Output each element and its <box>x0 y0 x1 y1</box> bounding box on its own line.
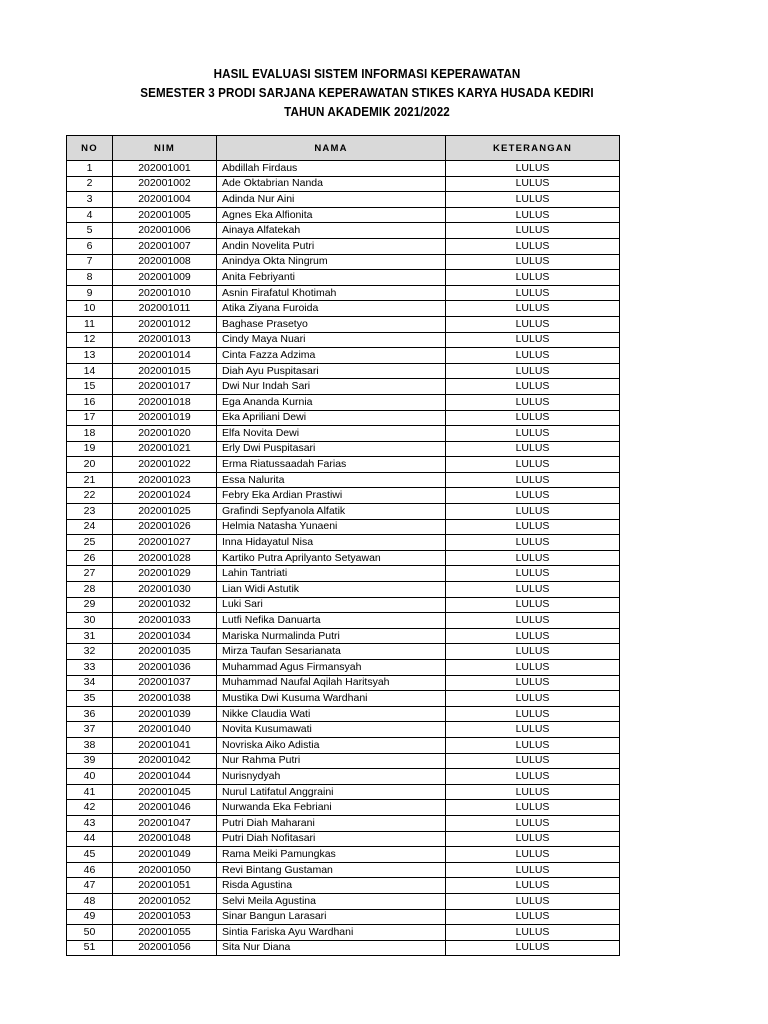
row-keterangan: LULUS <box>446 675 620 691</box>
row-nama: Cindy Maya Nuari <box>217 332 446 348</box>
row-nama: Febry Eka Ardian Prastiwi <box>217 488 446 504</box>
row-number: 11 <box>67 316 113 332</box>
row-number: 24 <box>67 519 113 535</box>
row-keterangan: LULUS <box>446 613 620 629</box>
row-nama: Essa Nalurita <box>217 472 446 488</box>
row-nama: Muhammad Naufal Aqilah Haritsyah <box>217 675 446 691</box>
row-keterangan: LULUS <box>446 660 620 676</box>
row-nim: 202001049 <box>113 847 217 863</box>
row-nim: 202001012 <box>113 316 217 332</box>
row-keterangan: LULUS <box>446 909 620 925</box>
table-row <box>67 504 620 520</box>
row-nama: Sinar Bangun Larasari <box>217 909 446 925</box>
row-nim: 202001006 <box>113 223 217 239</box>
row-nim: 202001030 <box>113 582 217 598</box>
row-number: 21 <box>67 472 113 488</box>
row-nama: Lian Widi Astutik <box>217 582 446 598</box>
row-number: 6 <box>67 238 113 254</box>
table-row <box>67 691 620 707</box>
table-row <box>67 878 620 894</box>
row-nama: Atika Ziyana Furoida <box>217 301 446 317</box>
table-row <box>67 192 620 208</box>
row-number: 27 <box>67 566 113 582</box>
row-nama: Rama Meiki Pamungkas <box>217 847 446 863</box>
table-row <box>67 254 620 270</box>
row-nama: Cinta Fazza Adzima <box>217 348 446 364</box>
row-nim: 202001039 <box>113 706 217 722</box>
row-number: 9 <box>67 285 113 301</box>
row-keterangan: LULUS <box>446 316 620 332</box>
row-nim: 202001048 <box>113 831 217 847</box>
row-keterangan: LULUS <box>446 394 620 410</box>
table-row <box>67 238 620 254</box>
table-row <box>67 753 620 769</box>
row-number: 36 <box>67 706 113 722</box>
row-nim: 202001032 <box>113 597 217 613</box>
row-nim: 202001018 <box>113 394 217 410</box>
table-row <box>67 394 620 410</box>
row-number: 44 <box>67 831 113 847</box>
table-row <box>67 550 620 566</box>
row-nim: 202001056 <box>113 940 217 956</box>
row-number: 10 <box>67 301 113 317</box>
table-row <box>67 566 620 582</box>
table-row <box>67 457 620 473</box>
row-nim: 202001001 <box>113 161 217 177</box>
row-nama: Novita Kusumawati <box>217 722 446 738</box>
row-nama: Anindya Okta Ningrum <box>217 254 446 270</box>
row-nim: 202001036 <box>113 660 217 676</box>
row-nim: 202001026 <box>113 519 217 535</box>
table-row <box>67 940 620 956</box>
row-number: 8 <box>67 270 113 286</box>
row-nama: Nurisnydyah <box>217 769 446 785</box>
row-number: 35 <box>67 691 113 707</box>
row-nim: 202001052 <box>113 893 217 909</box>
row-number: 19 <box>67 441 113 457</box>
row-nama: Grafindi Sepfyanola Alfatik <box>217 504 446 520</box>
row-nim: 202001027 <box>113 535 217 551</box>
table-row <box>67 223 620 239</box>
table-row <box>67 862 620 878</box>
row-nim: 202001010 <box>113 285 217 301</box>
table-row <box>67 597 620 613</box>
row-keterangan: LULUS <box>446 831 620 847</box>
row-nim: 202001019 <box>113 410 217 426</box>
table-row <box>67 176 620 192</box>
row-number: 47 <box>67 878 113 894</box>
row-keterangan: LULUS <box>446 488 620 504</box>
row-number: 5 <box>67 223 113 239</box>
row-keterangan: LULUS <box>446 862 620 878</box>
title-line-1: HASIL EVALUASI SISTEM INFORMASI KEPERAWATAN <box>213 67 521 81</box>
table-row <box>67 363 620 379</box>
row-number: 48 <box>67 893 113 909</box>
row-keterangan: LULUS <box>446 815 620 831</box>
row-number: 43 <box>67 815 113 831</box>
row-nama: Nikke Claudia Wati <box>217 706 446 722</box>
row-keterangan: LULUS <box>446 940 620 956</box>
row-keterangan: LULUS <box>446 925 620 941</box>
row-number: 51 <box>67 940 113 956</box>
row-keterangan: LULUS <box>446 457 620 473</box>
table-row <box>67 925 620 941</box>
row-nama: Diah Ayu Puspitasari <box>217 363 446 379</box>
row-keterangan: LULUS <box>446 737 620 753</box>
row-nim: 202001015 <box>113 363 217 379</box>
row-nim: 202001023 <box>113 472 217 488</box>
row-nim: 202001046 <box>113 800 217 816</box>
table-row <box>67 644 620 660</box>
row-nim: 202001041 <box>113 737 217 753</box>
row-keterangan: LULUS <box>446 550 620 566</box>
row-nim: 202001047 <box>113 815 217 831</box>
row-keterangan: LULUS <box>446 207 620 223</box>
table-row <box>67 410 620 426</box>
row-nim: 202001045 <box>113 784 217 800</box>
row-keterangan: LULUS <box>446 753 620 769</box>
table-row <box>67 472 620 488</box>
row-nim: 202001038 <box>113 691 217 707</box>
row-nim: 202001037 <box>113 675 217 691</box>
row-nama: Mustika Dwi Kusuma Wardhani <box>217 691 446 707</box>
row-nama: Sintia Fariska Ayu Wardhani <box>217 925 446 941</box>
row-number: 18 <box>67 426 113 442</box>
table-row <box>67 800 620 816</box>
table-row <box>67 285 620 301</box>
row-keterangan: LULUS <box>446 379 620 395</box>
row-nama: Nur Rahma Putri <box>217 753 446 769</box>
row-number: 1 <box>67 161 113 177</box>
row-number: 25 <box>67 535 113 551</box>
row-nama: Asnin Firafatul Khotimah <box>217 285 446 301</box>
row-nama: Risda Agustina <box>217 878 446 894</box>
row-keterangan: LULUS <box>446 628 620 644</box>
row-number: 12 <box>67 332 113 348</box>
row-number: 40 <box>67 769 113 785</box>
row-nim: 202001020 <box>113 426 217 442</box>
row-nama: Elfa Novita Dewi <box>217 426 446 442</box>
row-nama: Andin Novelita Putri <box>217 238 446 254</box>
table-row <box>67 769 620 785</box>
table-row <box>67 893 620 909</box>
row-keterangan: LULUS <box>446 847 620 863</box>
row-nama: Selvi Meila Agustina <box>217 893 446 909</box>
row-number: 28 <box>67 582 113 598</box>
row-nim: 202001004 <box>113 192 217 208</box>
row-nama: Inna Hidayatul Nisa <box>217 535 446 551</box>
row-keterangan: LULUS <box>446 348 620 364</box>
row-number: 22 <box>67 488 113 504</box>
row-keterangan: LULUS <box>446 706 620 722</box>
row-nama: Lahin Tantriati <box>217 566 446 582</box>
row-number: 37 <box>67 722 113 738</box>
row-nim: 202001055 <box>113 925 217 941</box>
row-nim: 202001008 <box>113 254 217 270</box>
row-nim: 202001050 <box>113 862 217 878</box>
row-nama: Eka Apriliani Dewi <box>217 410 446 426</box>
table-row <box>67 706 620 722</box>
row-nama: Agnes Eka Alfionita <box>217 207 446 223</box>
row-nama: Luki Sari <box>217 597 446 613</box>
row-number: 23 <box>67 504 113 520</box>
row-keterangan: LULUS <box>446 441 620 457</box>
row-keterangan: LULUS <box>446 691 620 707</box>
row-nama: Nurwanda Eka Febriani <box>217 800 446 816</box>
table-row <box>67 301 620 317</box>
row-nim: 202001011 <box>113 301 217 317</box>
row-keterangan: LULUS <box>446 270 620 286</box>
row-keterangan: LULUS <box>446 504 620 520</box>
row-nim: 202001042 <box>113 753 217 769</box>
header-keterangan: KETERANGAN <box>446 136 620 161</box>
table-row <box>67 207 620 223</box>
row-nama: Revi Bintang Gustaman <box>217 862 446 878</box>
row-number: 7 <box>67 254 113 270</box>
row-keterangan: LULUS <box>446 161 620 177</box>
row-nama: Mariska Nurmalinda Putri <box>217 628 446 644</box>
table-row <box>67 815 620 831</box>
table-row <box>67 847 620 863</box>
table-row <box>67 628 620 644</box>
document-title <box>0 65 751 122</box>
row-number: 39 <box>67 753 113 769</box>
row-keterangan: LULUS <box>446 566 620 582</box>
row-number: 31 <box>67 628 113 644</box>
row-keterangan: LULUS <box>446 332 620 348</box>
row-nim: 202001029 <box>113 566 217 582</box>
title-line-2: SEMESTER 3 PRODI SARJANA KEPERAWATAN STIKES KARYA HUSADA KEDIRI <box>140 86 594 100</box>
row-keterangan: LULUS <box>446 519 620 535</box>
row-nama: Lutfi Nefika Danuarta <box>217 613 446 629</box>
row-keterangan: LULUS <box>446 878 620 894</box>
row-nim: 202001013 <box>113 332 217 348</box>
row-nama: Dwi Nur Indah Sari <box>217 379 446 395</box>
row-nim: 202001033 <box>113 613 217 629</box>
table-row <box>67 582 620 598</box>
row-keterangan: LULUS <box>446 285 620 301</box>
row-number: 2 <box>67 176 113 192</box>
table-row <box>67 660 620 676</box>
row-nim: 202001009 <box>113 270 217 286</box>
row-number: 17 <box>67 410 113 426</box>
table-row <box>67 519 620 535</box>
row-number: 41 <box>67 784 113 800</box>
row-nama: Nurul Latifatul Anggraini <box>217 784 446 800</box>
table-row <box>67 535 620 551</box>
row-keterangan: LULUS <box>446 426 620 442</box>
row-nama: Adinda Nur Aini <box>217 192 446 208</box>
row-number: 4 <box>67 207 113 223</box>
table-row <box>67 784 620 800</box>
header-no: NO <box>67 136 113 161</box>
row-nim: 202001035 <box>113 644 217 660</box>
table-row <box>67 441 620 457</box>
row-number: 30 <box>67 613 113 629</box>
table-row <box>67 270 620 286</box>
row-number: 13 <box>67 348 113 364</box>
row-number: 20 <box>67 457 113 473</box>
row-nim: 202001044 <box>113 769 217 785</box>
table-row <box>67 613 620 629</box>
row-keterangan: LULUS <box>446 893 620 909</box>
row-nim: 202001051 <box>113 878 217 894</box>
row-number: 29 <box>67 597 113 613</box>
row-nama: Putri Diah Nofitasari <box>217 831 446 847</box>
row-keterangan: LULUS <box>446 784 620 800</box>
table-row <box>67 831 620 847</box>
row-number: 3 <box>67 192 113 208</box>
row-number: 34 <box>67 675 113 691</box>
row-nama: Ega Ananda Kurnia <box>217 394 446 410</box>
row-nim: 202001024 <box>113 488 217 504</box>
table-row <box>67 675 620 691</box>
row-number: 16 <box>67 394 113 410</box>
row-nama: Novriska Aiko Adistia <box>217 737 446 753</box>
table-row <box>67 161 620 177</box>
row-keterangan: LULUS <box>446 597 620 613</box>
row-nim: 202001014 <box>113 348 217 364</box>
row-nama: Putri Diah Maharani <box>217 815 446 831</box>
table-header-row <box>67 136 620 161</box>
table-row <box>67 426 620 442</box>
title-line-3: TAHUN AKADEMIK 2021/2022 <box>284 105 450 119</box>
row-nim: 202001028 <box>113 550 217 566</box>
row-nim: 202001025 <box>113 504 217 520</box>
row-keterangan: LULUS <box>446 644 620 660</box>
table-row <box>67 488 620 504</box>
table-body <box>67 161 620 956</box>
row-keterangan: LULUS <box>446 800 620 816</box>
row-keterangan: LULUS <box>446 192 620 208</box>
row-nim: 202001017 <box>113 379 217 395</box>
row-keterangan: LULUS <box>446 176 620 192</box>
table-row <box>67 348 620 364</box>
row-keterangan: LULUS <box>446 535 620 551</box>
results-table <box>66 135 620 956</box>
row-nama: Helmia Natasha Yunaeni <box>217 519 446 535</box>
row-nim: 202001034 <box>113 628 217 644</box>
row-nim: 202001007 <box>113 238 217 254</box>
row-keterangan: LULUS <box>446 582 620 598</box>
row-nim: 202001002 <box>113 176 217 192</box>
table-row <box>67 909 620 925</box>
row-keterangan: LULUS <box>446 472 620 488</box>
row-keterangan: LULUS <box>446 722 620 738</box>
row-nama: Mirza Taufan Sesarianata <box>217 644 446 660</box>
table-row <box>67 737 620 753</box>
row-keterangan: LULUS <box>446 223 620 239</box>
row-nama: Kartiko Putra Aprilyanto Setyawan <box>217 550 446 566</box>
row-number: 45 <box>67 847 113 863</box>
row-number: 38 <box>67 737 113 753</box>
row-number: 49 <box>67 909 113 925</box>
row-nim: 202001021 <box>113 441 217 457</box>
row-number: 14 <box>67 363 113 379</box>
table-row <box>67 722 620 738</box>
header-nim: NIM <box>113 136 217 161</box>
row-nama: Abdillah Firdaus <box>217 161 446 177</box>
row-nama: Erma Riatussaadah Farias <box>217 457 446 473</box>
row-nim: 202001005 <box>113 207 217 223</box>
row-nama: Sita Nur Diana <box>217 940 446 956</box>
row-number: 42 <box>67 800 113 816</box>
header-nama: NAMA <box>217 136 446 161</box>
row-nim: 202001053 <box>113 909 217 925</box>
row-keterangan: LULUS <box>446 301 620 317</box>
row-keterangan: LULUS <box>446 238 620 254</box>
table-row <box>67 332 620 348</box>
row-keterangan: LULUS <box>446 254 620 270</box>
row-nama: Ade Oktabrian Nanda <box>217 176 446 192</box>
table-row <box>67 316 620 332</box>
row-nim: 202001022 <box>113 457 217 473</box>
row-nama: Muhammad Agus Firmansyah <box>217 660 446 676</box>
row-nama: Anita Febriyanti <box>217 270 446 286</box>
row-number: 50 <box>67 925 113 941</box>
row-nama: Baghase Prasetyo <box>217 316 446 332</box>
row-number: 15 <box>67 379 113 395</box>
row-keterangan: LULUS <box>446 410 620 426</box>
row-keterangan: LULUS <box>446 769 620 785</box>
table-row <box>67 379 620 395</box>
row-number: 32 <box>67 644 113 660</box>
row-nama: Erly Dwi Puspitasari <box>217 441 446 457</box>
row-nama: Ainaya Alfatekah <box>217 223 446 239</box>
row-number: 26 <box>67 550 113 566</box>
row-nim: 202001040 <box>113 722 217 738</box>
row-number: 46 <box>67 862 113 878</box>
row-number: 33 <box>67 660 113 676</box>
row-keterangan: LULUS <box>446 363 620 379</box>
